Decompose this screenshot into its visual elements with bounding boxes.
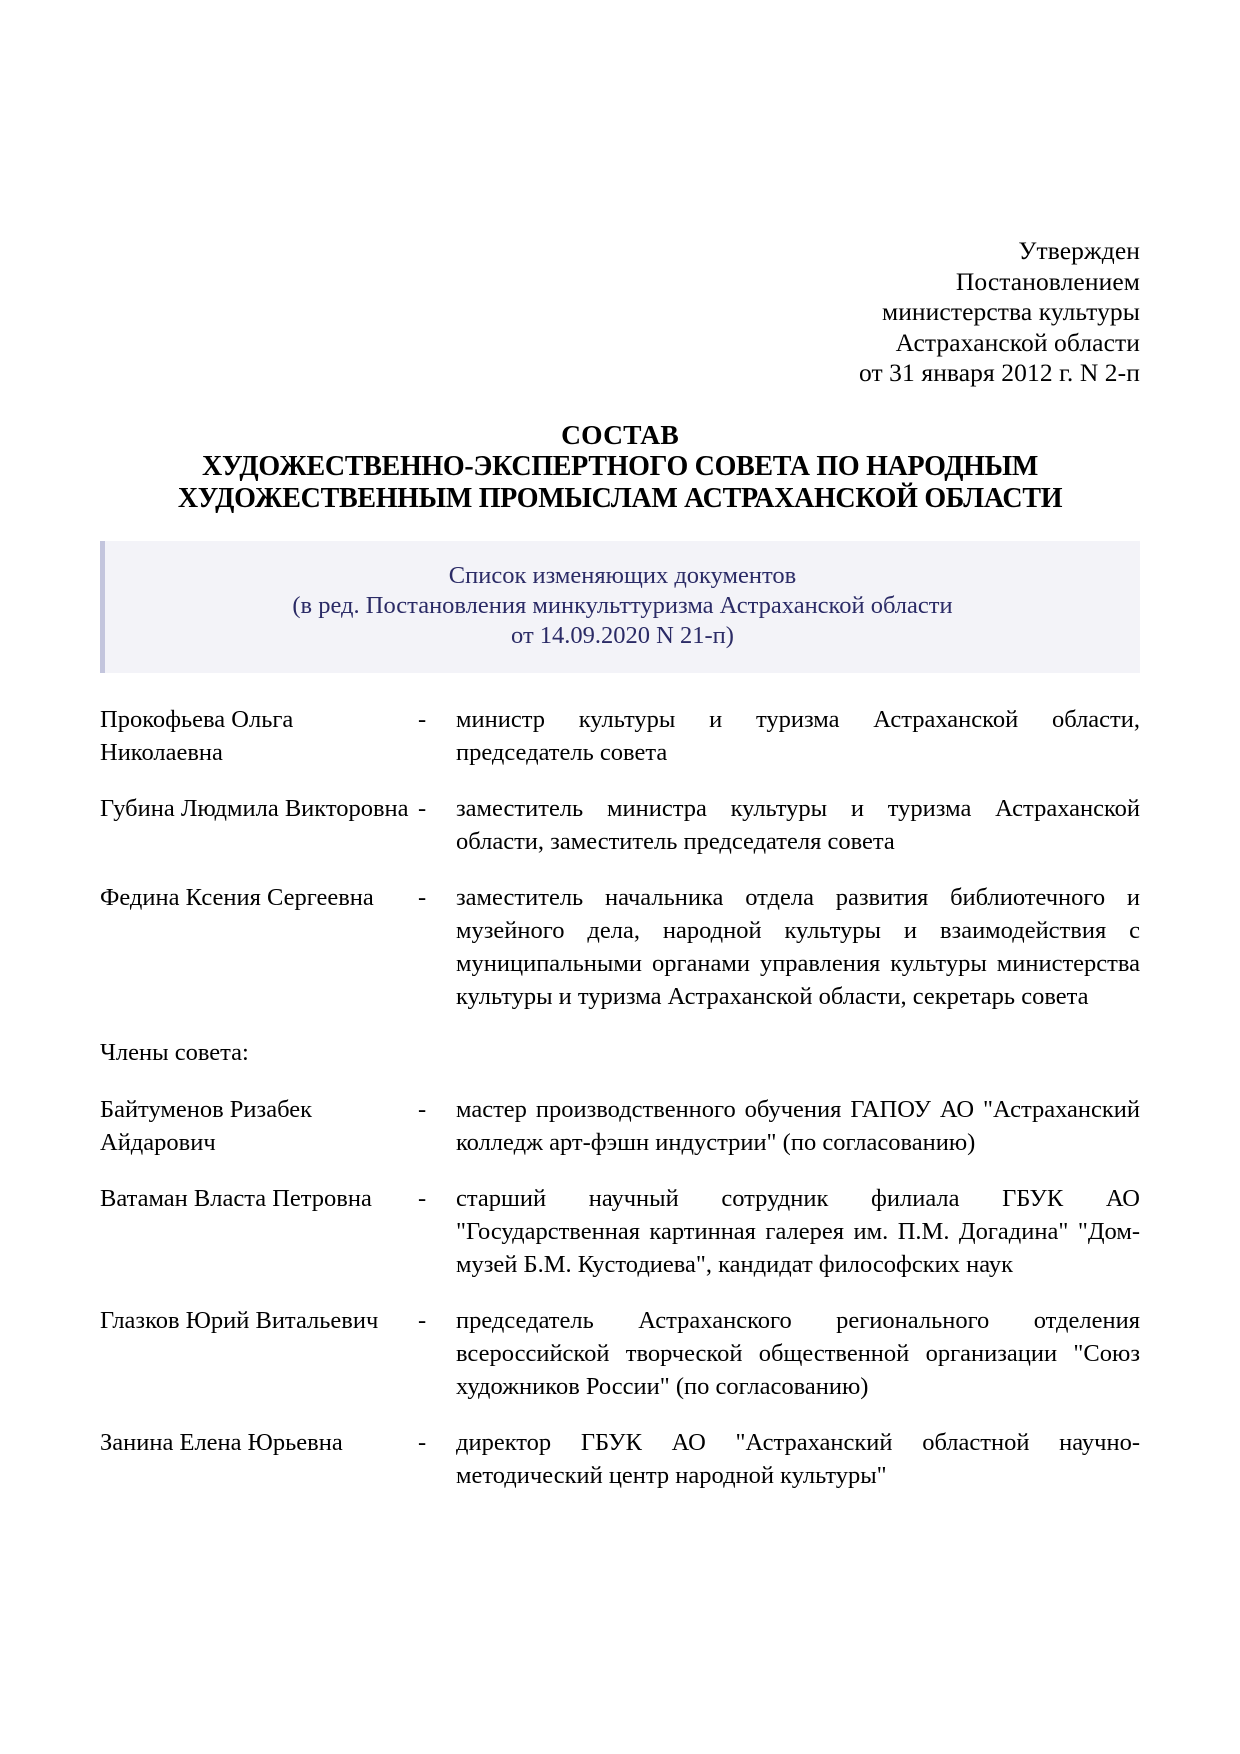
title-line-council: ХУДОЖЕСТВЕННО-ЭКСПЕРТНОГО СОВЕТА ПО НАРОДНЫМ — [202, 450, 1038, 482]
member-name: Глазков Юрий Витальевич — [100, 1306, 379, 1334]
approval-line-1: Утвержден — [1018, 236, 1140, 265]
member-name: Ватаман Власта Петровна — [100, 1184, 372, 1212]
member-description: директор ГБУК АО "Астраханский областной научно-методический центр народной культуры" — [456, 1428, 1140, 1489]
approval-document-date: от 31 января 2012 г. N 2-п — [858, 358, 1140, 387]
member-name: Занина Елена Юрьевна — [100, 1428, 343, 1456]
member-name: Прокофьева Ольга Николаевна — [100, 705, 294, 766]
section-label-members: Члены совета: — [100, 1038, 249, 1066]
table-row — [100, 1304, 1140, 1403]
title-line-sostav: СОСТАВ — [561, 418, 679, 450]
member-name: Губина Людмила Викторовна — [100, 794, 409, 822]
separator-dash: - — [418, 1306, 427, 1334]
member-description: старший научный сотрудник филиала ГБУК АО "Государственная картинная галерея им. П.М. Догадина" "Дом-музей Б.М. Кустодиева", кандидат философских наук — [456, 1184, 1140, 1278]
member-description: мастер производственного обучения ГАПОУ АО "Астраханский колледж арт-фэшн индустрии" (по согласованию) — [456, 1095, 1140, 1156]
table-row — [100, 1426, 1140, 1492]
amendments-reference-line-1: (в ред. Постановления минкульттуризма Астраханской области — [292, 591, 953, 619]
separator-dash: - — [418, 1095, 427, 1123]
approval-line-4: Астраханской области — [895, 327, 1140, 357]
separator-dash: - — [418, 883, 427, 911]
separator-dash: - — [418, 1184, 427, 1212]
title-line-region: ХУДОЖЕСТВЕННЫМ ПРОМЫСЛАМ АСТРАХАНСКОЙ ОБЛАСТИ — [177, 482, 1063, 514]
member-description: председатель Астраханского регионального отделения всероссийской творческой общественной организации "Союз художников России" (по согласованию) — [456, 1306, 1140, 1400]
amendments-reference-line-2: от 14.09.2020 N 21-п) — [511, 621, 734, 649]
member-name: Байтуменов Ризабек Айдарович — [100, 1095, 313, 1156]
approval-line-2: Постановлением — [955, 266, 1140, 296]
table-row — [100, 881, 1140, 1013]
approval-block — [100, 236, 1140, 389]
separator-dash: - — [418, 705, 427, 733]
members-list — [100, 703, 1140, 1492]
member-description: заместитель начальника отдела развития библиотечного и музейного дела, народной культуры и взаимодействия с муниципальными органами управления культуры министерства культуры и туризма Астраханской области, секретарь совета — [456, 883, 1140, 1010]
table-row — [100, 1182, 1140, 1281]
table-row — [100, 1093, 1140, 1159]
member-description: министр культуры и туризма Астраханской области, председатель совета — [456, 705, 1140, 766]
page-title — [100, 419, 1140, 515]
amendments-heading: Список изменяющих документов — [448, 561, 797, 589]
member-name: Федина Ксения Сергеевна — [100, 883, 374, 911]
approval-line-3: министерства культуры — [881, 297, 1140, 326]
separator-dash: - — [418, 1428, 427, 1456]
table-row — [100, 703, 1140, 769]
table-row — [100, 792, 1140, 858]
member-description: заместитель министра культуры и туризма Астраханской области, заместитель председателя совета — [456, 794, 1140, 855]
amendments-notice — [100, 541, 1140, 673]
separator-dash: - — [418, 794, 427, 822]
